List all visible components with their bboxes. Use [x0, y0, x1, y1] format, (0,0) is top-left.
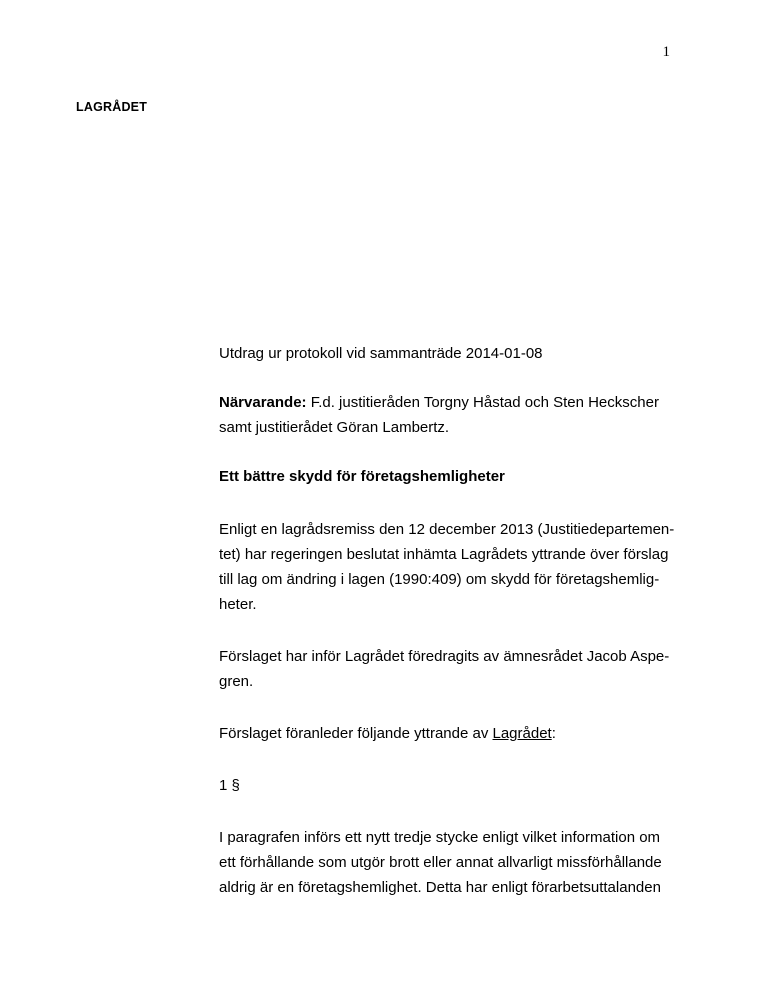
paragraph-section-1 [219, 825, 699, 900]
present-label: Närvarande: [219, 394, 307, 411]
paragraph-opinion [219, 721, 699, 746]
extract-heading: Utdrag ur protokoll vid sammanträde 2014-01-08 [219, 345, 543, 362]
paragraph-line: ett förhållande som utgör brott eller annat allvarligt missförhållande [219, 854, 662, 871]
paragraph-line: gren. [219, 673, 254, 690]
present-line-2: samt justitierådet Göran Lambertz. [219, 419, 450, 436]
paragraph-line: aldrig är en företagshemlighet. Detta har enligt förarbetsuttalanden [219, 879, 661, 896]
paragraph-line: heter. [219, 596, 257, 613]
present-line-1: F.d. justitieråden Torgny Håstad och Sten Heckscher [306, 394, 659, 411]
present-paragraph [219, 390, 699, 440]
section-heading: 1 § [219, 777, 240, 794]
paragraph-line: Enligt en lagrådsremiss den 12 december 2013 (Justitiedepartemen- [219, 521, 675, 538]
paragraph-line: till lag om ändring i lagen (1990:409) om skydd för företagshemlig- [219, 571, 660, 588]
document-title: Ett bättre skydd för företagshemligheter [219, 468, 505, 485]
opinion-text: Förslaget föranleder följande yttrande av [219, 725, 493, 742]
paragraph-line: tet) har regeringen beslutat inhämta Lagrådets yttrande över förslag [219, 546, 669, 563]
paragraph-referral [219, 517, 699, 617]
paragraph-line: Förslaget har inför Lagrådet föredragits av ämnesrådet Jacob Aspe- [219, 648, 670, 665]
page-number: 1 [662, 44, 670, 60]
opinion-colon: : [551, 725, 556, 742]
paragraph-line: I paragrafen införs ett nytt tredje stycke enligt vilket information om [219, 829, 661, 846]
organization-name: LAGRÅDET [76, 100, 148, 114]
lagradet-link[interactable]: Lagrådet [492, 725, 552, 742]
document-body [219, 341, 699, 900]
paragraph-presentation [219, 644, 699, 694]
